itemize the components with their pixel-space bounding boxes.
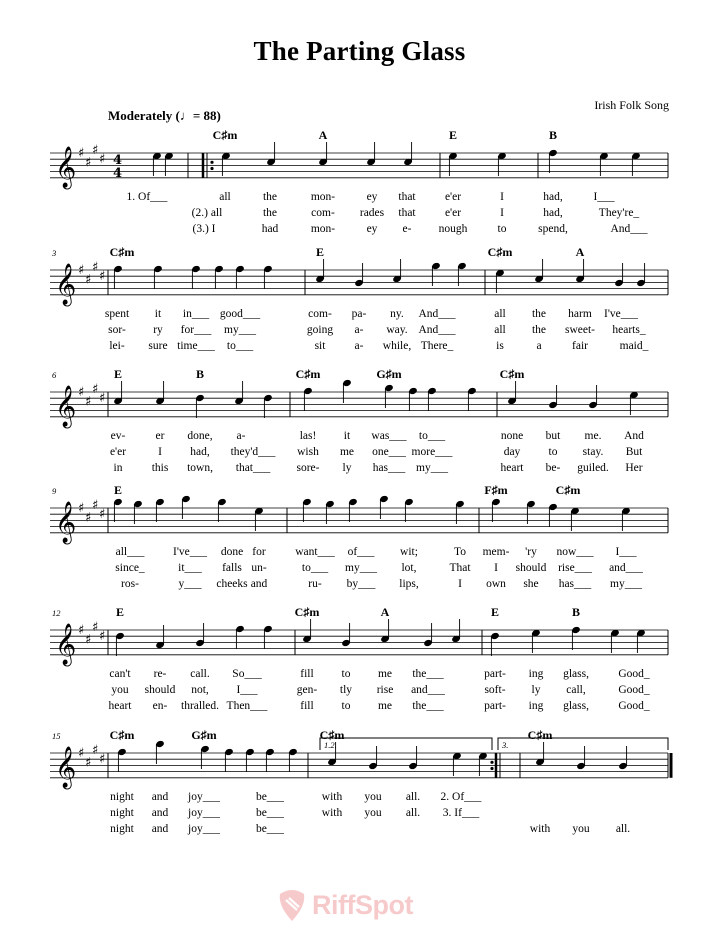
- lyric-syllable: by___: [346, 578, 376, 590]
- lyric-syllable: good___: [219, 308, 261, 320]
- staff-system-1: [50, 142, 668, 189]
- lyric-syllable: mon-: [310, 223, 336, 235]
- lyric-syllable: lei-: [109, 340, 125, 352]
- lyric-syllable: So___: [232, 668, 262, 680]
- lyric-syllable: not,: [191, 684, 209, 696]
- staff-system-6: [50, 740, 671, 789]
- lyric-syllable: in: [113, 462, 123, 474]
- lyric-syllable: my___: [416, 462, 448, 474]
- lyric-syllable: in___: [182, 308, 210, 320]
- lyric-syllable: the: [262, 207, 278, 219]
- lyric-syllable: to___: [226, 340, 254, 352]
- chord-symbol: E: [115, 605, 125, 619]
- lyric-syllable: wit;: [400, 546, 418, 558]
- lyric-syllable: should: [144, 684, 176, 696]
- treble-clef-icon: 𝄞: [55, 264, 77, 305]
- sharp-icon: ♯: [92, 142, 99, 158]
- chord-symbol: C♯m: [499, 367, 525, 381]
- staff-system-4: [50, 495, 668, 544]
- lyric-syllable: ry: [153, 324, 163, 336]
- chord-symbol: B: [195, 367, 205, 381]
- lyric-syllable: be___: [255, 823, 285, 835]
- logo-text: RiffSpot: [312, 889, 413, 920]
- lyric-syllable: night: [110, 791, 134, 803]
- lyric-syllable: my___: [224, 324, 256, 336]
- lyric-syllable: sore-: [296, 462, 320, 474]
- lyric-syllable: 2. Of___: [440, 791, 482, 803]
- lyric-syllable: my___: [610, 578, 642, 590]
- lyric-syllable: e'er: [444, 191, 462, 203]
- volta-second-bracket: [498, 738, 668, 750]
- lyric-syllable: en-: [152, 700, 168, 712]
- sharp-icon: ♯: [99, 507, 106, 523]
- lyric-syllable: cheeks: [216, 578, 248, 590]
- chord-symbol: A: [575, 245, 585, 259]
- sharp-icon: ♯: [85, 272, 92, 288]
- lyric-syllable: I: [158, 446, 162, 458]
- lyric-syllable: you: [111, 684, 129, 696]
- lyric-syllable: you: [364, 791, 382, 803]
- volta-first-label: 1.2.: [324, 740, 337, 750]
- lyric-syllable: com-: [311, 207, 335, 219]
- lyric-syllable: was___: [371, 430, 407, 442]
- chord-symbol: C♯m: [109, 245, 135, 259]
- lyric-syllable: 3. If___: [442, 807, 480, 819]
- lyric-syllable: with: [529, 823, 551, 835]
- chord-symbol: E: [113, 483, 123, 497]
- tempo-label: Moderately: [108, 108, 173, 123]
- lyric-syllable: They're_: [598, 207, 640, 219]
- lyric-syllable: call,: [566, 684, 586, 696]
- lyric-syllable: and___: [411, 684, 445, 696]
- lyric-syllable: time___: [177, 340, 215, 352]
- lyric-syllable: had: [261, 223, 279, 235]
- lyric-syllable: to: [497, 223, 507, 235]
- lyric-syllable: sit: [314, 340, 326, 352]
- volta-brackets: [320, 738, 668, 750]
- treble-clef-icon: 𝄞: [55, 386, 77, 427]
- lyric-syllable: lot,: [401, 562, 417, 574]
- lyric-syllable: las!: [299, 430, 317, 442]
- lyric-syllable: be-: [545, 462, 561, 474]
- lyric-syllable: had,: [543, 191, 563, 203]
- sharp-icon: ♯: [85, 632, 92, 648]
- tempo-bpm: = 88: [192, 108, 217, 123]
- lyric-syllable: ru-: [308, 578, 322, 590]
- lyric-syllable: hearts_: [612, 324, 646, 336]
- lyric-syllable: ey: [366, 191, 378, 203]
- lyric-syllable: my___: [345, 562, 377, 574]
- lyric-syllable: soft-: [484, 684, 506, 696]
- lyric-syllable: guiled.: [577, 462, 609, 474]
- sharp-icon: ♯: [92, 381, 99, 397]
- lyric-syllable: I: [500, 207, 504, 219]
- lyric-syllable: now___: [556, 546, 594, 558]
- lyric-syllable: and: [151, 823, 169, 835]
- lyric-syllable: Her: [625, 462, 643, 474]
- lyric-syllable: to___: [301, 562, 329, 574]
- lyric-syllable: I___: [236, 684, 258, 696]
- lyric-syllable: I: [494, 562, 498, 574]
- chord-symbol: B: [548, 128, 558, 142]
- lyric-syllable: me: [339, 446, 355, 458]
- lyric-syllable: spent: [104, 308, 130, 320]
- lyric-syllable: sweet-: [564, 324, 596, 336]
- sharp-icon: ♯: [85, 510, 92, 526]
- sharp-icon: ♯: [99, 752, 106, 768]
- lyric-syllable: fill: [300, 700, 314, 712]
- chord-symbol: B: [571, 605, 581, 619]
- sharp-icon: ♯: [85, 755, 92, 771]
- lyric-syllable: going: [306, 324, 334, 336]
- lyric-syllable: rades: [359, 207, 385, 219]
- lyric-syllable: spend,: [538, 223, 568, 235]
- lyric-syllable: fair: [572, 340, 588, 352]
- lyric-syllable: you: [572, 823, 590, 835]
- lyric-syllable: day: [503, 446, 521, 458]
- lyric-syllable: but: [545, 430, 561, 442]
- guitar-pick-icon: [276, 888, 308, 922]
- lyric-syllable: part-: [484, 700, 506, 712]
- lyric-syllable: tly: [339, 684, 353, 696]
- chord-symbol: G♯m: [191, 728, 217, 742]
- lyric-syllable: ing: [528, 700, 544, 712]
- sharp-icon: ♯: [85, 394, 92, 410]
- time-signature-bottom: 4: [113, 166, 123, 181]
- lyric-syllable: mem-: [482, 546, 510, 558]
- sharp-icon: ♯: [99, 152, 106, 168]
- lyric-syllable: they'd___: [230, 446, 276, 458]
- lyric-syllable: Good_: [618, 684, 650, 696]
- measure-number: 12: [52, 608, 61, 618]
- lyric-syllable: that___: [235, 462, 271, 474]
- lyric-syllable: and___: [609, 562, 643, 574]
- lyric-syllable: for___: [180, 324, 212, 336]
- lyric-syllable: un-: [251, 562, 267, 574]
- chord-symbol: C♯m: [555, 483, 581, 497]
- lyric-syllable: er: [155, 430, 165, 442]
- lyric-syllable: the: [531, 308, 547, 320]
- sharp-icon: ♯: [92, 259, 99, 275]
- lyric-syllable: y___: [178, 578, 202, 590]
- lyric-syllable: 'ry: [525, 546, 537, 558]
- lyric-syllable: And___: [418, 308, 456, 320]
- sharp-icon: ♯: [99, 391, 106, 407]
- lyric-syllable: falls: [222, 562, 242, 574]
- lyric-syllable: has___: [558, 578, 592, 590]
- lyric-syllable: a: [536, 340, 542, 352]
- lyric-syllable: To: [454, 546, 466, 558]
- lyric-syllable: night: [110, 823, 134, 835]
- sharp-icon: ♯: [78, 746, 85, 761]
- lyric-syllable: rise___: [558, 562, 592, 574]
- repeat-dot: [210, 161, 213, 164]
- lyric-syllable: is: [496, 340, 504, 352]
- repeat-dot: [210, 167, 213, 170]
- lyric-syllable: heart: [500, 462, 524, 474]
- lyric-syllable: own: [486, 578, 506, 590]
- lyric-syllable: (3.) I: [192, 223, 216, 235]
- lyric-syllable: and: [151, 807, 169, 819]
- chord-symbol: A: [318, 128, 328, 142]
- lyric-syllable: joy___: [188, 823, 220, 835]
- lyric-syllable: to___: [418, 430, 446, 442]
- lyric-syllable: (2.) all: [191, 207, 223, 219]
- lyric-syllable: all.: [405, 807, 421, 819]
- quarter-note-icon: ♩: [179, 108, 193, 123]
- lyric-syllable: I___: [615, 546, 637, 558]
- lyric-syllable: the___: [412, 668, 444, 680]
- sharp-icon: ♯: [85, 155, 92, 171]
- lyric-syllable: sor-: [108, 324, 126, 336]
- lyric-syllable: Then___: [226, 700, 268, 712]
- lyric-syllable: more___: [411, 446, 453, 458]
- lyric-syllable: the: [262, 191, 278, 203]
- lyric-syllable: part-: [484, 668, 506, 680]
- lyric-syllable: one___: [372, 446, 406, 458]
- lyric-syllable: Good_: [618, 668, 650, 680]
- treble-clef-icon: 𝄞: [55, 147, 77, 188]
- treble-clef-icon: 𝄞: [55, 624, 77, 665]
- lyric-syllable: all.: [405, 791, 421, 803]
- lyric-syllable: it: [343, 430, 351, 442]
- lyric-syllable: fill: [300, 668, 314, 680]
- lyric-syllable: since_: [115, 562, 145, 574]
- lyric-syllable: with: [321, 807, 343, 819]
- lyric-syllable: can't: [109, 668, 131, 680]
- sharp-icon: ♯: [92, 497, 99, 513]
- lyric-syllable: to: [341, 700, 351, 712]
- chord-symbol: C♯m: [527, 728, 553, 742]
- lyric-syllable: rise: [376, 684, 394, 696]
- lyric-syllable: while,: [382, 340, 412, 352]
- measure-number: 9: [52, 486, 57, 496]
- lyric-syllable: ros-: [121, 578, 139, 590]
- volta-first-bracket: [320, 738, 492, 750]
- lyric-syllable: ny.: [390, 308, 404, 320]
- lyric-syllable: a-: [354, 340, 364, 352]
- lyric-syllable: I've___: [172, 546, 208, 558]
- lyric-syllable: mon-: [310, 191, 336, 203]
- lyric-syllable: had,: [190, 446, 210, 458]
- lyric-syllable: to: [341, 668, 351, 680]
- lyric-syllable: all.: [615, 823, 631, 835]
- lyric-syllable: lips,: [399, 578, 419, 590]
- lyric-syllable: all: [219, 191, 231, 203]
- chord-symbol: A: [380, 605, 390, 619]
- chord-symbol: F♯m: [484, 483, 508, 497]
- lyric-syllable: ing: [528, 668, 544, 680]
- lyric-syllable: me: [377, 700, 393, 712]
- lyric-syllable: maid_: [619, 340, 649, 352]
- lyric-syllable: glass,: [563, 700, 589, 712]
- lyric-syllable: night: [110, 807, 134, 819]
- lyric-syllable: all: [494, 308, 506, 320]
- treble-clef-icon: 𝄞: [55, 502, 77, 543]
- lyric-syllable: I've___: [603, 308, 639, 320]
- lyric-syllable: done: [220, 546, 244, 558]
- lyric-syllable: none: [500, 430, 524, 442]
- lyric-syllable: stay.: [582, 446, 604, 458]
- lyric-syllable: glass,: [563, 668, 589, 680]
- sharp-icon: ♯: [78, 623, 85, 638]
- lyric-syllable: want___: [295, 546, 335, 558]
- lyric-syllable: e-: [402, 223, 412, 235]
- lyric-syllable: with: [321, 791, 343, 803]
- lyric-syllable: gen-: [296, 684, 318, 696]
- lyric-syllable: And___: [610, 223, 648, 235]
- riffspot-logo: [276, 888, 413, 922]
- chord-symbol: E: [448, 128, 458, 142]
- lyric-syllable: and: [151, 791, 169, 803]
- chord-symbol: C♯m: [109, 728, 135, 742]
- sharp-icon: ♯: [99, 269, 106, 285]
- lyric-syllable: all___: [115, 546, 145, 558]
- lyric-syllable: the: [531, 324, 547, 336]
- lyric-syllable: this: [151, 462, 169, 474]
- lyric-syllable: That: [449, 562, 471, 574]
- lyric-syllable: me.: [584, 430, 602, 442]
- lyric-syllable: be___: [255, 791, 285, 803]
- sharp-icon: ♯: [78, 263, 85, 278]
- chord-symbol: C♯m: [212, 128, 238, 142]
- sharp-icon: ♯: [92, 619, 99, 635]
- repeat-dot: [490, 767, 493, 770]
- lyric-syllable: e'er: [444, 207, 462, 219]
- lyric-syllable: ey: [366, 223, 378, 235]
- sharp-icon: ♯: [99, 629, 106, 645]
- lyric-syllable: harm: [568, 308, 592, 320]
- chord-symbol: E: [113, 367, 123, 381]
- lyric-syllable: I: [458, 578, 462, 590]
- lyric-syllable: 1. Of___: [126, 191, 168, 203]
- measure-number: 3: [52, 248, 57, 258]
- sharp-icon: ♯: [78, 501, 85, 516]
- lyric-syllable: of___: [347, 546, 375, 558]
- lyric-syllable: thralled.: [181, 700, 219, 712]
- lyric-syllable: I___: [593, 191, 615, 203]
- lyric-syllable: done,: [187, 430, 213, 442]
- sharp-icon: ♯: [92, 742, 99, 758]
- lyric-syllable: e'er: [109, 446, 127, 458]
- song-title: The Parting Glass: [253, 36, 466, 66]
- chord-symbol: E: [490, 605, 500, 619]
- chord-symbol: C♯m: [294, 605, 320, 619]
- lyric-syllable: joy___: [188, 807, 220, 819]
- treble-clef-icon: 𝄞: [55, 747, 77, 788]
- tempo-marking: Moderately (♩= 88): [108, 108, 221, 123]
- lyric-syllable: There_: [420, 340, 454, 352]
- sharp-icon: ♯: [78, 385, 85, 400]
- lyric-syllable: has___: [372, 462, 406, 474]
- composer-credit: Irish Folk Song: [594, 98, 669, 112]
- lyric-syllable: And: [624, 430, 644, 442]
- chord-symbol: C♯m: [295, 367, 321, 381]
- lyric-syllable: it: [154, 308, 162, 320]
- lyric-syllable: had,: [543, 207, 563, 219]
- volta-second-label: 3.: [502, 740, 509, 750]
- chord-symbol: C♯m: [319, 728, 345, 742]
- lyric-syllable: that: [398, 207, 416, 219]
- lyric-syllable: a-: [354, 324, 364, 336]
- lyric-syllable: you: [364, 807, 382, 819]
- staff-system-3: [50, 379, 668, 428]
- lyric-syllable: But: [625, 446, 643, 458]
- lyric-syllable: ly: [342, 462, 352, 474]
- lyric-syllable: all: [494, 324, 506, 336]
- measure-number: 6: [52, 370, 57, 380]
- lyric-syllable: And___: [418, 324, 456, 336]
- sharp-icon: ♯: [78, 146, 85, 161]
- staff-system-2: [50, 259, 668, 306]
- time-signature-top: 4: [113, 153, 123, 168]
- chord-symbol: E: [315, 245, 325, 259]
- repeat-dot: [490, 761, 493, 764]
- lyric-syllable: a-: [236, 430, 246, 442]
- lyric-syllable: sure: [148, 340, 168, 352]
- lyric-syllable: joy___: [188, 791, 220, 803]
- measure-number: 15: [52, 731, 61, 741]
- chord-symbol: C♯m: [487, 245, 513, 259]
- lyric-syllable: ly: [531, 684, 541, 696]
- lyric-syllable: that: [398, 191, 416, 203]
- lyric-syllable: should: [515, 562, 547, 574]
- lyric-syllable: Good_: [618, 700, 650, 712]
- lyric-syllable: the___: [412, 700, 444, 712]
- lyric-syllable: town,: [187, 462, 213, 474]
- lyric-syllable: I: [500, 191, 504, 203]
- staff-system-5: [50, 619, 668, 666]
- lyric-syllable: pa-: [351, 308, 367, 320]
- lyric-syllable: call.: [190, 668, 210, 680]
- lyric-syllable: and: [250, 578, 268, 590]
- lyric-syllable: com-: [308, 308, 332, 320]
- lyric-syllable: re-: [153, 668, 167, 680]
- lyric-syllable: heart: [108, 700, 132, 712]
- chord-symbol: G♯m: [376, 367, 402, 381]
- lyric-syllable: way.: [386, 324, 408, 336]
- lyric-syllable: me: [377, 668, 393, 680]
- lyric-syllable: she: [523, 578, 539, 590]
- lyric-syllable: be___: [255, 807, 285, 819]
- lyric-syllable: for: [252, 546, 266, 558]
- lyric-syllable: ev-: [110, 430, 126, 442]
- lyric-syllable: it___: [178, 562, 202, 574]
- lyric-syllable: wish: [297, 446, 319, 458]
- lyric-syllable: nough: [438, 223, 468, 235]
- lyric-syllable: to: [548, 446, 558, 458]
